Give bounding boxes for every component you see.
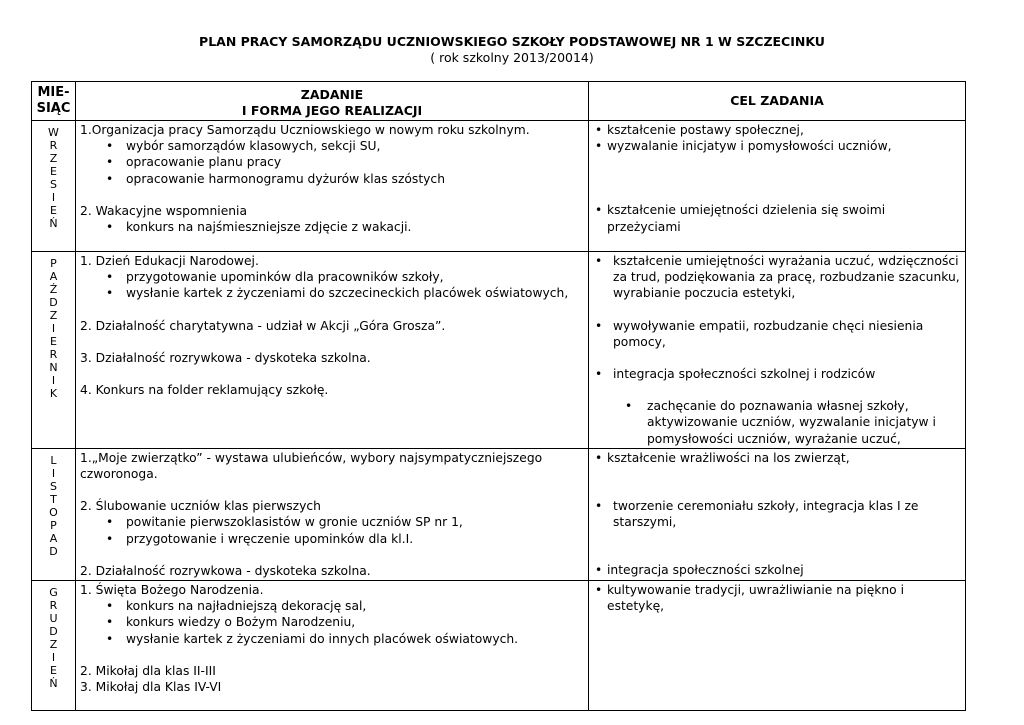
month-letter: P	[50, 257, 57, 270]
month-letter: E	[50, 165, 57, 178]
spacer	[593, 170, 961, 186]
month-cell	[32, 252, 76, 449]
spacer	[593, 302, 961, 318]
spacer	[593, 350, 961, 366]
table-row	[32, 581, 966, 711]
month-letter: E	[50, 204, 57, 217]
spacer	[80, 334, 584, 350]
bullet-item: • konkurs wiedzy o Bożym Narodzeniu,	[80, 614, 584, 630]
bullet-item: • powitanie pierwszoklasistów w gronie uczniów SP nr 1,	[80, 514, 584, 530]
month-letter: K	[49, 387, 58, 400]
bullet-item: • integracja społeczności szkolnej	[593, 562, 961, 578]
month-cell	[32, 121, 76, 252]
bullet-item: • opracowanie harmonogramu dyżurów klas szóstych	[80, 171, 584, 187]
month-letter: E	[50, 664, 57, 678]
month-letter: R	[49, 348, 58, 361]
bullet-item: • tworzenie ceremoniału szkoły, integracja klas I ze starszymi,	[593, 498, 961, 530]
table-row	[32, 121, 966, 252]
month-letter: Ź	[49, 283, 58, 296]
bullet-item: • integracja społeczności szkolnej i rodziców	[593, 366, 961, 382]
text-line: 3. Mikołaj dla Klas IV-VI	[80, 680, 222, 695]
month-letter: I	[51, 374, 56, 387]
spacer	[80, 482, 584, 498]
text-line: 4. Konkurs na folder reklamujący szkołę.	[80, 383, 329, 398]
bullet-item: • kształcenie umiejętności wyrażania uczuć, wdzięczności za trud, podziękowania za pracę, rozbudzanie szacunku, wyrabianie poczucia estetyki,	[593, 253, 961, 302]
bullet-item: • konkurs na najśmieszniejsze zdjęcie z wakacji.	[80, 219, 584, 235]
month-letter: P	[50, 518, 57, 532]
month-letter: I	[51, 191, 56, 204]
table-header-row	[32, 82, 966, 121]
goal-cell	[589, 121, 966, 252]
month-letter: S	[50, 479, 57, 493]
spacer	[593, 482, 961, 498]
month-letter: L	[50, 453, 57, 467]
month-letter: D	[49, 296, 58, 309]
goal-cell	[589, 252, 966, 449]
bullet-item: • kultywowanie tradycji, uwrażliwianie na piękno i estetykę,	[593, 582, 961, 614]
spacer	[80, 187, 584, 203]
header-month-line1: MIE-	[37, 85, 70, 100]
month-letter: D	[49, 625, 58, 639]
task-cell	[76, 252, 589, 449]
bullet-item: • kształcenie umiejętności dzielenia się swoimi przeżyciami	[593, 202, 961, 234]
bullet-item: • kształcenie postawy społecznej,	[593, 122, 961, 138]
header-month	[32, 82, 76, 121]
table-row	[32, 448, 966, 580]
month-letter: Z	[49, 152, 58, 165]
spacer	[80, 647, 584, 663]
bullet-item: • wyzwalanie inicjatyw i pomysłowości uczniów,	[593, 138, 961, 154]
spacer	[80, 547, 584, 563]
month-letter: O	[49, 505, 58, 519]
text-line: 2. Działalność charytatywna - udział w Akcji „Góra Grosza”.	[80, 318, 446, 333]
bullet-item: • kształcenie wrażliwości na los zwierząt,	[593, 450, 961, 466]
header-task-line2: I FORMA JEGO REALIZACJI	[241, 103, 423, 118]
bullet-item: • opracowanie planu pracy	[80, 154, 584, 170]
month-letter: Ń	[49, 677, 58, 691]
month-cell	[32, 581, 76, 711]
header-task-line1: ZADANIE	[300, 87, 364, 102]
text-line: 2. Działalność rozrywkowa - dyskoteka szkolna.	[80, 563, 371, 578]
month-cell	[32, 448, 76, 580]
table-row	[32, 252, 966, 449]
goal-cell	[589, 581, 966, 711]
month-letter: I	[51, 322, 56, 335]
header-goal: CEL ZADANIA	[589, 82, 966, 121]
spacer	[80, 366, 584, 382]
bullet-item: • zachęcanie do poznawania własnej szkoły, aktywizowanie uczniów, wyzwalanie inicjatyw i pomysłowości uczniów, wyrażanie uczuć,	[593, 398, 961, 447]
month-letter: Z	[49, 638, 58, 652]
text-line: czworonoga.	[80, 467, 158, 482]
spacer	[593, 546, 961, 562]
spacer	[593, 530, 961, 546]
text-line: 2. Wakacyjne wspomnienia	[80, 203, 248, 218]
month-letter: S	[50, 178, 57, 191]
bullet-item: • wybór samorządów klasowych, sekcji SU,	[80, 138, 584, 154]
goal-cell	[589, 448, 966, 580]
text-line: 1. Święta Bożego Narodzenia.	[80, 583, 264, 598]
month-letter: G	[49, 586, 58, 600]
month-letter: I	[51, 651, 56, 665]
spacer	[593, 186, 961, 202]
header-task	[76, 82, 589, 121]
text-line: 1.Organizacja pracy Samorządu Uczniowskiego w nowym roku szkolnym.	[80, 123, 530, 137]
bullet-item: • przygotowanie i wręczenie upominków dla kl.I.	[80, 531, 584, 547]
month-letter: N	[49, 361, 58, 374]
month-letter: E	[50, 335, 57, 348]
bullet-item: • przygotowanie upominków dla pracowników szkoły,	[80, 269, 584, 285]
month-letter: A	[49, 531, 58, 545]
bullet-item: • wywoływanie empatii, rozbudzanie chęci niesienia pomocy,	[593, 318, 961, 350]
task-cell	[76, 581, 589, 711]
document-subtitle: ( rok szkolny 2013/20014)	[430, 50, 594, 65]
header-month-line2: SIĄC	[36, 101, 71, 116]
month-letter: U	[49, 612, 58, 626]
bullet-item: • wysłanie kartek z życzeniami do szczecineckich placówek oświatowych,	[80, 285, 584, 301]
task-cell	[76, 121, 589, 252]
month-letter: I	[51, 466, 56, 480]
month-letter: W	[48, 126, 59, 139]
month-letter: A	[49, 270, 58, 283]
month-letter: D	[49, 544, 58, 558]
text-line: 3. Działalność rozrywkowa - dyskoteka szkolna.	[80, 350, 371, 365]
task-cell	[76, 448, 589, 580]
plan-table	[31, 81, 966, 711]
document-title: PLAN PRACY SAMORZĄDU UCZNIOWSKIEGO SZKOŁY PODSTAWOWEJ NR 1 W SZCZECINKU	[199, 34, 825, 49]
text-line: 2. Mikołaj dla klas II-III	[80, 663, 216, 678]
bullet-item: • konkurs na najładniejszą dekorację sal,	[80, 598, 584, 614]
spacer	[80, 302, 584, 318]
month-letter: R	[49, 139, 58, 152]
text-line: 1. Dzień Edukacji Narodowej.	[80, 254, 259, 268]
month-letter: Ń	[49, 217, 58, 230]
bullet-item: • wysłanie kartek z życzeniami do innych placówek oświatowych.	[80, 631, 584, 647]
month-letter: T	[50, 492, 57, 506]
text-line: 2. Ślubowanie uczniów klas pierwszych	[80, 499, 321, 514]
spacer	[593, 154, 961, 170]
month-letter: Z	[49, 309, 58, 322]
spacer	[593, 466, 961, 482]
text-line: 1.„Moje zwierzątko” - wystawa ulubieńców, wybory najsympatyczniejszego	[80, 450, 543, 465]
month-letter: R	[49, 599, 58, 613]
spacer	[593, 382, 961, 398]
